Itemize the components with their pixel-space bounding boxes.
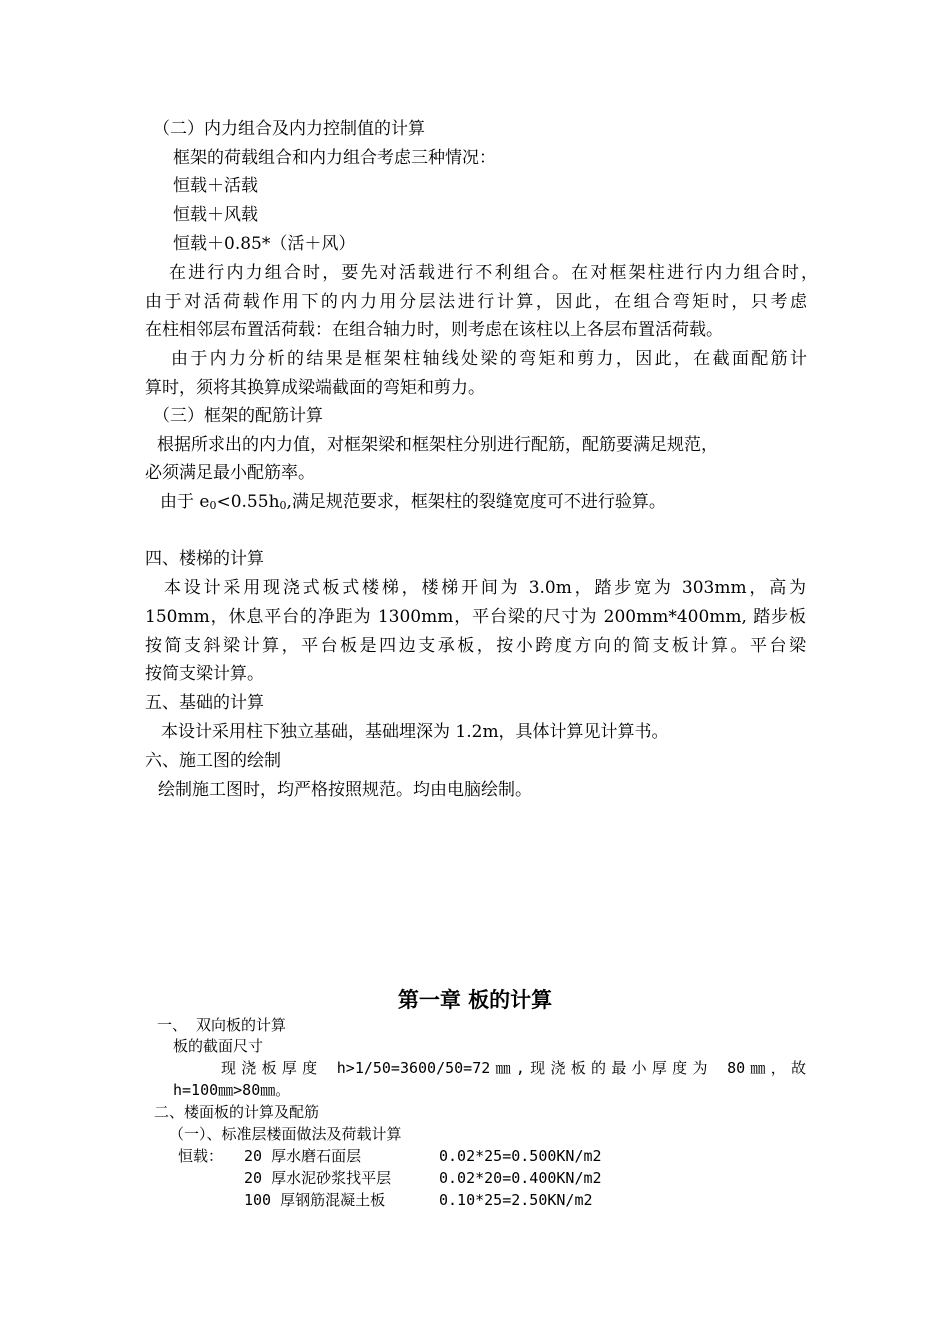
section-heading: （三）框架的配筋计算 bbox=[153, 406, 323, 426]
paragraph-line: h=100㎜>80㎜。 bbox=[173, 1081, 291, 1099]
load-value: 0.02*20=0.400KN/m2 bbox=[439, 1169, 602, 1187]
subscript: 0 bbox=[209, 499, 217, 512]
paragraph-line: 在进行内力组合时，要先对活载进行不利组合。在对框架柱进行内力组合时， bbox=[169, 263, 818, 283]
section-heading: 五、基础的计算 bbox=[145, 693, 264, 713]
list-item: 恒载＋活载 bbox=[173, 176, 258, 196]
chapter-title: 第一章 板的计算 bbox=[397, 988, 553, 1012]
subscript: 0 bbox=[279, 499, 287, 512]
paragraph-line: 按简支斜梁计算，平台板是四边支承板，按小跨度方向的简支板计算。平台梁 bbox=[145, 636, 806, 656]
section-heading: （二）内力组合及内力控制值的计算 bbox=[153, 119, 425, 139]
dead-load-label: 恒载： bbox=[178, 1147, 224, 1165]
list-item: 恒载＋风载 bbox=[173, 205, 258, 225]
load-value: 0.10*25=2.50KN/m2 bbox=[439, 1191, 593, 1209]
sub-heading: 板的截面尺寸 bbox=[173, 1037, 264, 1055]
paragraph-line: 现浇板厚度 h>1/50=3600/50=72㎜,现浇板的最小厚度为 80㎜，故 bbox=[221, 1059, 806, 1077]
paragraph-line: 150mm，休息平台的净距为 1300mm，平台梁的尺寸为 200mm*400mm, 踏步板 bbox=[145, 607, 806, 627]
text-run: 由于 e bbox=[160, 492, 210, 512]
paragraph-line: 框架的荷载组合和内力组合考虑三种情况： bbox=[173, 148, 496, 168]
paragraph-line: 算时，须将其换算成梁端截面的弯矩和剪力。 bbox=[145, 378, 485, 398]
paragraph-line: 按简支梁计算。 bbox=[145, 664, 264, 684]
paragraph-line: 本设计采用柱下独立基础，基础埋深为 1.2m，具体计算见计算书。 bbox=[161, 722, 669, 742]
paragraph-line: 由于内力分析的结果是框架柱轴线处梁的弯矩和剪力，因此，在截面配筋计 bbox=[171, 349, 807, 369]
load-item: 20 厚水泥砂浆找平层 bbox=[244, 1169, 392, 1187]
load-item: 100 厚钢筋混凝土板 bbox=[244, 1191, 386, 1209]
paragraph-line: 本设计采用现浇式板式楼梯，楼梯开间为 3.0m，踏步宽为 303mm，高为 bbox=[164, 578, 806, 598]
load-value: 0.02*25=0.500KN/m2 bbox=[439, 1147, 602, 1165]
text-run: ,满足规范要求，框架柱的裂缝宽度可不进行验算。 bbox=[286, 492, 666, 512]
paragraph-line bbox=[160, 490, 666, 514]
sub-heading: （一）、标准层楼面做法及荷载计算 bbox=[169, 1125, 402, 1143]
paragraph-line: 根据所求出的内力值，对框架梁和框架柱分别进行配筋，配筋要满足规范， bbox=[157, 435, 718, 455]
section-heading: 二、楼面板的计算及配筋 bbox=[154, 1103, 320, 1121]
paragraph-line: 必须满足最小配筋率。 bbox=[145, 463, 315, 483]
paragraph-line: 在柱相邻层布置活荷载：在组合轴力时，则考虑在该柱以上各层布置活荷载。 bbox=[145, 320, 723, 340]
section-heading: 四、楼梯的计算 bbox=[145, 549, 264, 569]
paragraph-line: 由于对活荷载作用下的内力用分层法进行计算，因此，在组合弯矩时，只考虑 bbox=[145, 292, 807, 312]
paragraph-line: 绘制施工图时，均严格按照规范。均由电脑绘制。 bbox=[158, 780, 532, 800]
load-item: 20 厚水磨石面层 bbox=[244, 1147, 362, 1165]
section-heading: 六、施工图的绘制 bbox=[145, 751, 281, 771]
section-heading: 一、 双向板的计算 bbox=[157, 1016, 287, 1034]
text-run: <0.55h bbox=[216, 492, 280, 512]
list-item: 恒载＋0.85*（活＋风） bbox=[173, 234, 356, 254]
